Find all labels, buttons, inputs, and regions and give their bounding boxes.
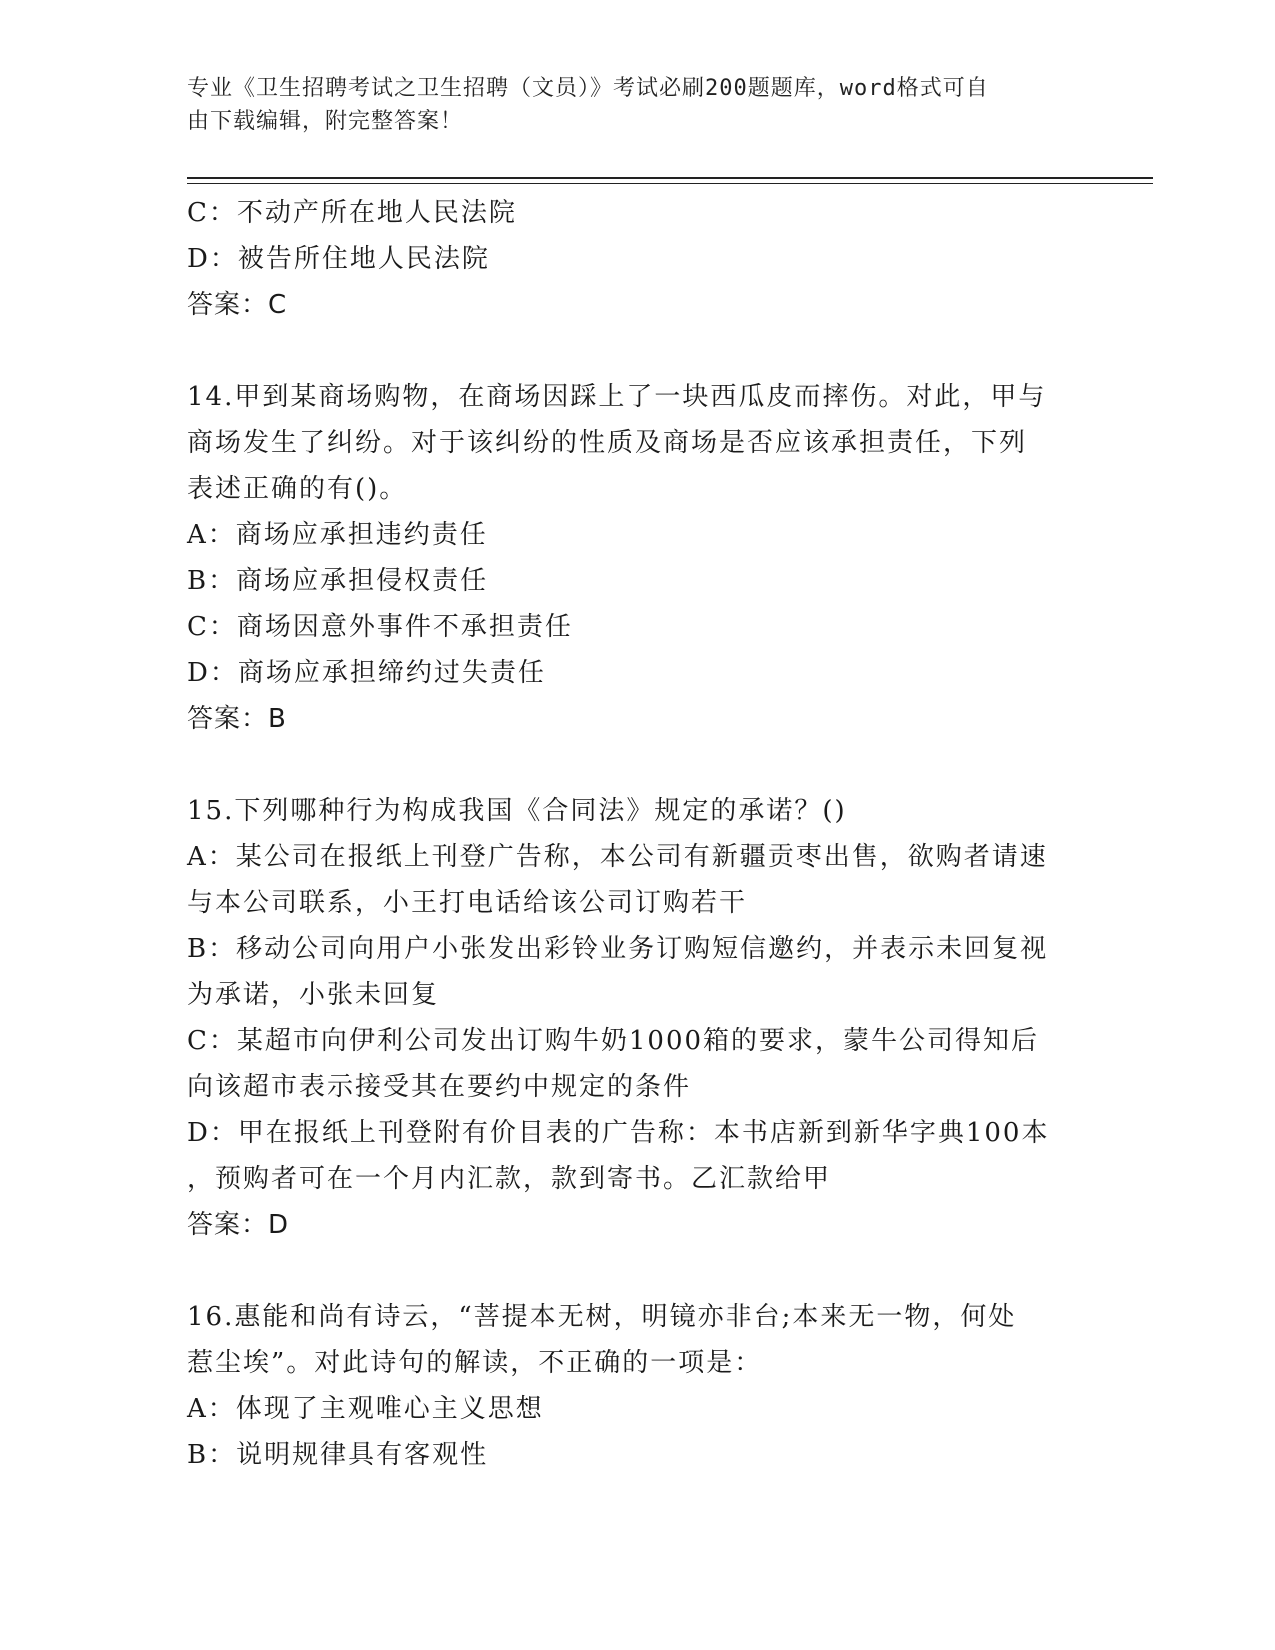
option-b-continued: 为承诺，小张未回复 — [187, 980, 440, 1010]
question-stem-line: 16.惠能和尚有诗云，“菩提本无树，明镜亦非台;本来无一物，何处 — [187, 1302, 1017, 1332]
option-d-continued: ，预购者可在一个月内汇款，款到寄书。乙汇款给甲 — [187, 1164, 832, 1194]
answer: 答案：B — [187, 704, 287, 734]
answer: 答案：C — [187, 290, 288, 320]
question-stem-line: 15.下列哪种行为构成我国《合同法》规定的承诺？() — [187, 796, 847, 826]
question-stem-line: 表述正确的有()。 — [187, 474, 408, 504]
option-a: A：商场应承担违约责任 — [187, 520, 488, 550]
option-a: A：体现了主观唯心主义思想 — [187, 1394, 544, 1424]
header-line-2: 由下载编辑，附完整答案！ — [187, 109, 464, 134]
question-stem-line: 商场发生了纠纷。对于该纠纷的性质及商场是否应该承担责任，下列 — [187, 428, 1028, 458]
option-c: C：某超市向伊利公司发出订购牛奶1000箱的要求，蒙牛公司得知后 — [187, 1026, 1040, 1056]
option-c: C：不动产所在地人民法院 — [187, 198, 517, 228]
option-d: D：商场应承担缔约过失责任 — [187, 658, 546, 688]
question-stem-line: 14.甲到某商场购物，在商场因踩上了一块西瓜皮而摔伤。对此，甲与 — [187, 382, 1047, 412]
option-c: C：商场因意外事件不承担责任 — [187, 612, 573, 642]
spacer — [187, 742, 1087, 788]
question-stem-line: 惹尘埃”。对此诗句的解读，不正确的一项是： — [187, 1348, 763, 1378]
header-divider-thin — [187, 183, 1153, 184]
question-15 — [187, 788, 1087, 1248]
question-list — [187, 190, 1087, 1478]
option-d: D：被告所住地人民法院 — [187, 244, 490, 274]
option-d: D：甲在报纸上刊登附有价目表的广告称：本书店新到新华字典100本 — [187, 1118, 1050, 1148]
option-c-continued: 向该超市表示接受其在要约中规定的条件 — [187, 1072, 692, 1102]
document-header — [187, 72, 1067, 138]
option-a: A：某公司在报纸上刊登广告称，本公司有新疆贡枣出售，欲购者请速 — [187, 842, 1048, 872]
header-line-1: 专业《卫生招聘考试之卫生招聘（文员）》考试必刷200题题库，word格式可自 — [187, 76, 989, 101]
option-b: B：商场应承担侵权责任 — [187, 566, 489, 596]
option-a-continued: 与本公司联系，小王打电话给该公司订购若干 — [187, 888, 748, 918]
header-divider-thick — [187, 177, 1153, 179]
question-14 — [187, 374, 1087, 742]
option-b: B：说明规律具有客观性 — [187, 1440, 489, 1470]
option-b: B：移动公司向用户小张发出彩铃业务订购短信邀约，并表示未回复视 — [187, 934, 1049, 964]
question-13 — [187, 190, 1087, 328]
question-16 — [187, 1294, 1087, 1478]
spacer — [187, 1248, 1087, 1294]
answer: 答案：D — [187, 1210, 290, 1240]
spacer — [187, 328, 1087, 374]
